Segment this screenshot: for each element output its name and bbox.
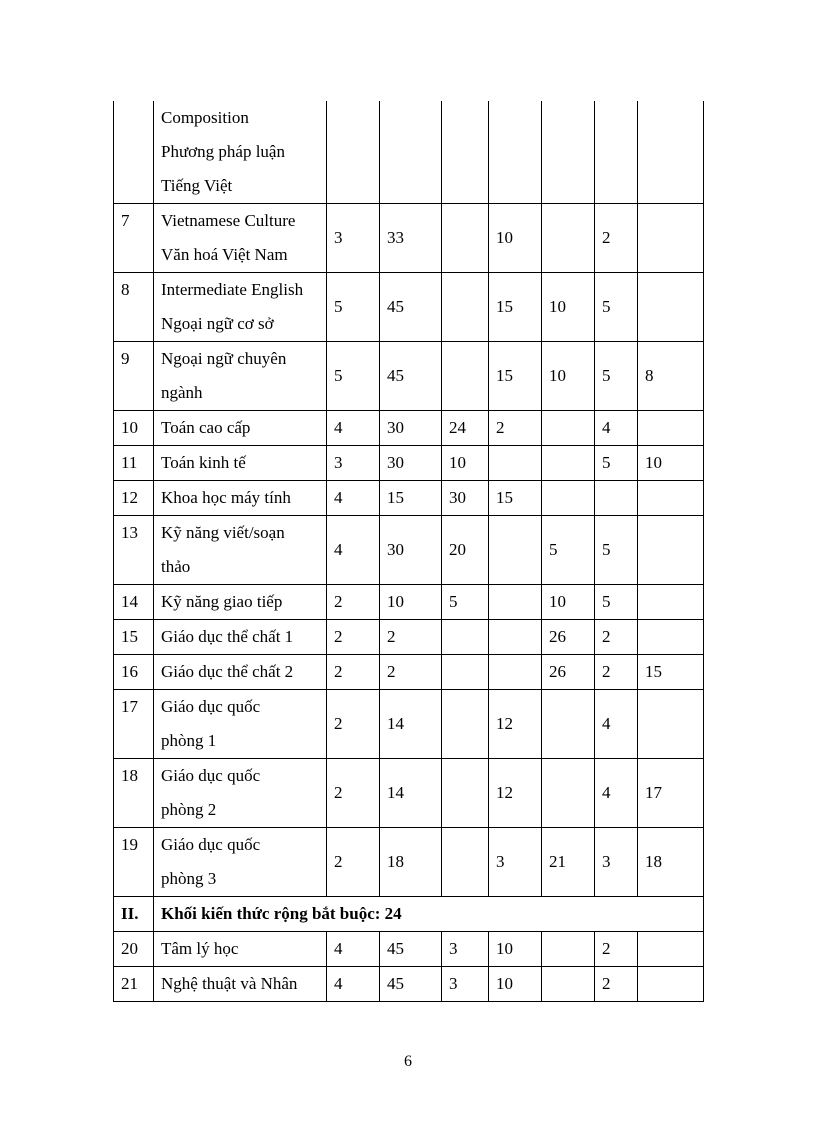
value-cell: 2 [595,967,638,1002]
course-name-line: Giáo dục thể chất 1 [161,627,294,646]
value-cell: 10 [542,585,595,620]
value-cell: 45 [380,342,442,411]
value-cell: 3 [442,932,489,967]
value-cell: 45 [380,273,442,342]
row-number: 9 [114,342,154,411]
value-cell: 4 [327,516,380,585]
value-cell: 5 [542,516,595,585]
value-cell [595,101,638,204]
value-cell [542,967,595,1002]
value-cell: 2 [595,204,638,273]
value-cell: 10 [489,932,542,967]
row-number: 16 [114,655,154,690]
row-number: 8 [114,273,154,342]
value-cell: 45 [380,967,442,1002]
value-cell [542,204,595,273]
value-cell: 20 [442,516,489,585]
value-cell: 8 [638,342,704,411]
value-cell: 3 [327,446,380,481]
value-cell [638,101,704,204]
value-cell: 12 [489,759,542,828]
value-cell: 3 [442,967,489,1002]
value-cell: 45 [380,932,442,967]
course-name-line: Toán cao cấp [161,418,251,437]
value-cell: 21 [542,828,595,897]
value-cell [638,516,704,585]
value-cell [380,101,442,204]
value-cell [542,481,595,516]
table-row [114,828,704,897]
course-name-line: phòng 3 [161,869,217,888]
value-cell [638,932,704,967]
value-cell: 2 [327,759,380,828]
course-name-line: Ngoại ngữ chuyên [161,349,287,368]
value-cell [442,759,489,828]
value-cell: 3 [327,204,380,273]
value-cell [489,585,542,620]
value-cell [638,273,704,342]
row-number: 12 [114,481,154,516]
row-number: 14 [114,585,154,620]
value-cell: 5 [595,342,638,411]
value-cell [638,411,704,446]
value-cell: 10 [542,273,595,342]
table-row [114,967,704,1002]
value-cell [542,932,595,967]
value-cell [442,655,489,690]
course-name [154,655,327,690]
value-cell: 2 [595,932,638,967]
course-name [154,342,327,411]
value-cell [442,204,489,273]
course-name-line: Nghệ thuật và Nhân [161,974,298,993]
value-cell [489,446,542,481]
value-cell: 3 [595,828,638,897]
value-cell [442,828,489,897]
value-cell: 15 [489,481,542,516]
course-name [154,101,327,204]
table-row [114,204,704,273]
value-cell: 2 [595,655,638,690]
value-cell [542,411,595,446]
value-cell: 2 [327,828,380,897]
value-cell: 2 [327,655,380,690]
table-row [114,932,704,967]
course-name [154,759,327,828]
value-cell [489,655,542,690]
value-cell: 10 [489,204,542,273]
value-cell: 4 [327,481,380,516]
course-name-line: Ngoại ngữ cơ sở [161,314,274,333]
row-number: 7 [114,204,154,273]
table-row [114,411,704,446]
section-row [114,897,704,932]
value-cell [542,759,595,828]
value-cell [638,690,704,759]
course-name-line: ngành [161,383,203,402]
value-cell: 2 [327,620,380,655]
course-name [154,620,327,655]
value-cell: 2 [489,411,542,446]
course-name [154,516,327,585]
value-cell [442,690,489,759]
value-cell: 5 [595,273,638,342]
value-cell: 5 [595,585,638,620]
course-name-line: phòng 1 [161,731,217,750]
value-cell [638,620,704,655]
course-name [154,273,327,342]
table-row [114,585,704,620]
row-number [114,101,154,204]
value-cell: 4 [327,967,380,1002]
value-cell: 30 [380,446,442,481]
value-cell: 15 [380,481,442,516]
value-cell [442,101,489,204]
table-body [114,101,704,1002]
value-cell: 18 [638,828,704,897]
course-name-line: Giáo dục quốc [161,697,261,716]
table-row [114,516,704,585]
value-cell: 2 [327,585,380,620]
row-number: 11 [114,446,154,481]
value-cell: 15 [489,273,542,342]
value-cell: 24 [442,411,489,446]
course-name [154,204,327,273]
table-row [114,620,704,655]
value-cell: 4 [595,759,638,828]
value-cell: 2 [380,620,442,655]
table-row [114,655,704,690]
value-cell: 30 [442,481,489,516]
section-title: Khối kiến thức rộng bắt buộc: 24 [154,897,704,932]
value-cell [489,101,542,204]
course-name-line: phòng 2 [161,800,217,819]
course-name-line: Tiếng Việt [161,176,233,195]
row-number: 15 [114,620,154,655]
value-cell: 10 [638,446,704,481]
value-cell [542,690,595,759]
course-name-line: Intermediate English [161,280,304,299]
course-name-line: Giáo dục thể chất 2 [161,662,294,681]
value-cell: 15 [489,342,542,411]
course-name [154,411,327,446]
course-name-line: thảo [161,557,191,576]
value-cell: 5 [595,446,638,481]
course-name-line: Giáo dục quốc [161,766,261,785]
course-name [154,690,327,759]
course-name-line: Giáo dục quốc [161,835,261,854]
value-cell: 14 [380,759,442,828]
row-number: II. [114,897,154,932]
course-name-line: Khoa học máy tính [161,488,291,507]
value-cell [638,204,704,273]
value-cell: 14 [380,690,442,759]
value-cell: 5 [442,585,489,620]
course-name [154,932,327,967]
page-number: 6 [404,1053,412,1070]
curriculum-table [113,101,704,1002]
value-cell: 15 [638,655,704,690]
row-number: 17 [114,690,154,759]
value-cell [542,446,595,481]
course-name [154,585,327,620]
value-cell [442,620,489,655]
table-row [114,690,704,759]
course-name [154,446,327,481]
course-name-line: Vietnamese Culture [161,211,296,230]
value-cell: 18 [380,828,442,897]
row-number: 13 [114,516,154,585]
table-row [114,759,704,828]
value-cell [638,967,704,1002]
value-cell: 4 [595,411,638,446]
course-name-line: Phương pháp luận [161,142,285,161]
value-cell [442,273,489,342]
value-cell: 26 [542,620,595,655]
course-name-line: Toán kinh tế [161,453,246,472]
value-cell: 3 [489,828,542,897]
row-number: 18 [114,759,154,828]
value-cell: 2 [595,620,638,655]
course-name-line: Composition [161,108,249,127]
value-cell [595,481,638,516]
course-name-line: Kỹ năng viết/soạn [161,523,285,542]
course-name-line: Tâm lý học [161,939,239,958]
value-cell: 10 [380,585,442,620]
row-number: 21 [114,967,154,1002]
value-cell: 30 [380,516,442,585]
value-cell: 10 [542,342,595,411]
course-name-line: Văn hoá Việt Nam [161,245,288,264]
value-cell: 12 [489,690,542,759]
row-number: 10 [114,411,154,446]
table-row [114,342,704,411]
row-number: 19 [114,828,154,897]
course-name [154,967,327,1002]
table-row [114,273,704,342]
value-cell: 2 [327,690,380,759]
value-cell [489,516,542,585]
course-name-line: Kỹ năng giao tiếp [161,592,283,611]
table-row [114,101,704,204]
course-name [154,481,327,516]
value-cell [638,481,704,516]
value-cell [327,101,380,204]
value-cell: 5 [595,516,638,585]
value-cell: 5 [327,342,380,411]
value-cell: 5 [327,273,380,342]
value-cell: 33 [380,204,442,273]
value-cell: 30 [380,411,442,446]
value-cell: 26 [542,655,595,690]
value-cell: 4 [327,932,380,967]
table-row [114,446,704,481]
value-cell: 2 [380,655,442,690]
row-number: 20 [114,932,154,967]
course-name [154,828,327,897]
value-cell [638,585,704,620]
value-cell: 4 [595,690,638,759]
value-cell [542,101,595,204]
value-cell: 10 [489,967,542,1002]
value-cell [442,342,489,411]
table-row [114,481,704,516]
value-cell [489,620,542,655]
value-cell: 4 [327,411,380,446]
value-cell: 10 [442,446,489,481]
value-cell: 17 [638,759,704,828]
